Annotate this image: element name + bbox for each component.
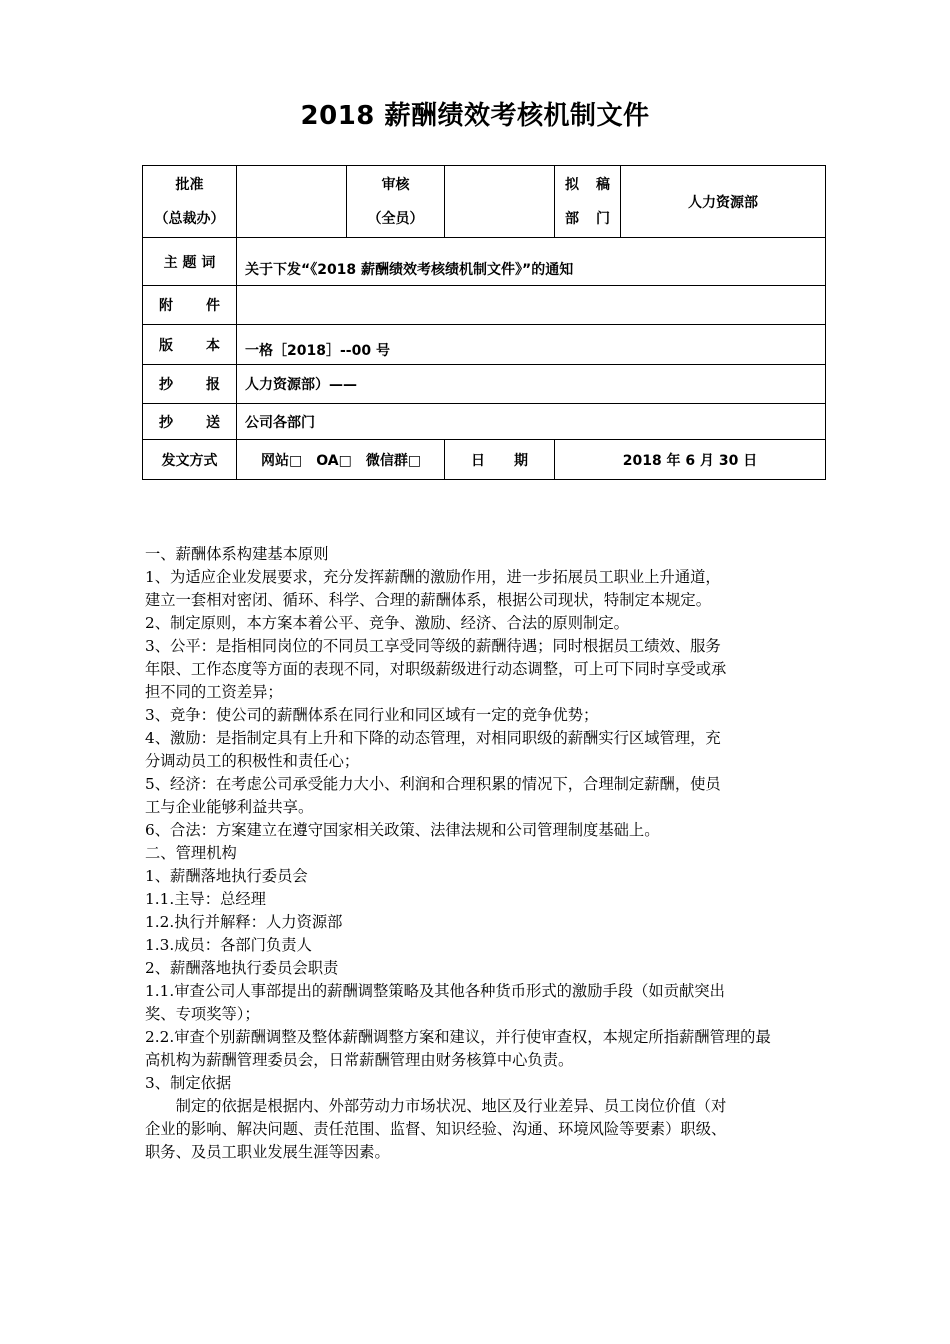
body-line: 3、竞争：使公司的薪酬体系在同行业和同区域有一定的竞争优势； <box>145 706 599 724</box>
cc-send-label <box>143 404 237 440</box>
method-value: 网站□ OA□ 微信群□ <box>237 440 445 480</box>
approve-label-line2: （总裁办） <box>154 210 225 227</box>
body-line: 1.2.执行并解释：人力资源部 <box>145 913 343 931</box>
cc-send-label-char2: 送 <box>206 414 220 431</box>
draft-label-char3: 部 <box>565 210 579 227</box>
body-line: 3、公平：是指相同岗位的不同员工享受同等级的薪酬待遇；同时根据员工绩效、服务 <box>145 637 721 655</box>
body-line: 2.2.审查个别薪酬调整及整体薪酬调整方案和建议，并行使审查权，本规定所指薪酬管理的最 <box>145 1028 771 1046</box>
cc-report-label <box>143 365 237 404</box>
review-label-line2: （全员） <box>367 210 424 227</box>
cc-report-label-char1: 抄 <box>159 377 173 393</box>
body-line: 担不同的工资差异； <box>145 683 283 701</box>
body-line: 3、制定依据 <box>145 1074 232 1092</box>
draft-dept-label <box>555 166 621 238</box>
date-value: 2018 年 6 月 30 日 <box>555 440 826 480</box>
body-line: 1.1.主导：总经理 <box>145 890 266 908</box>
body-line: 职务、及员工职业发展生涯等因素。 <box>145 1143 390 1161</box>
subject-row <box>143 238 826 286</box>
attachment-label <box>143 286 237 325</box>
body-line: 1.3.成员：各部门负责人 <box>145 936 312 954</box>
body-line: 6、合法：方案建立在遵守国家相关政策、法律法规和公司管理制度基础上。 <box>145 821 660 839</box>
body-line: 企业的影响、解决问题、责任范围、监督、知识经验、沟通、环境风险等要素）职级、 <box>145 1120 727 1138</box>
body-line: 年限、工作态度等方面的表现不同，对职级薪级进行动态调整，可上可下同时享受或承 <box>145 660 727 678</box>
method-label: 发文方式 <box>143 440 237 480</box>
version-value: 一格［2018］--00 号 <box>237 325 826 365</box>
body-line: 1.1.审查公司人事部提出的薪酬调整策略及其他各种货币形式的激励手段（如贡献突出 <box>145 982 725 1000</box>
cc-report-label-char2: 报 <box>206 377 220 393</box>
body-line: 1、为适应企业发展要求，充分发挥薪酬的激励作用，进一步拓展员工职业上升通道， <box>145 568 721 586</box>
approve-value <box>237 166 347 238</box>
review-label <box>347 166 445 238</box>
version-label <box>143 325 237 365</box>
body-line: 建立一套相对密闭、循环、科学、合理的薪酬体系，根据公司现状，特制定本规定。 <box>145 591 711 609</box>
body-line: 4、激励：是指制定具有上升和下降的动态管理，对相同职级的薪酬实行区域管理，充 <box>145 729 721 747</box>
version-label-char2: 本 <box>206 337 220 354</box>
approve-label-line1: 批准 <box>175 176 204 193</box>
version-row <box>143 325 826 365</box>
date-label <box>445 440 555 480</box>
version-label-char1: 版 <box>159 337 173 354</box>
body-line: 工与企业能够利益共享。 <box>145 798 314 816</box>
draft-label-char4: 门 <box>596 210 610 227</box>
attachment-label-char1: 附 <box>159 298 173 314</box>
review-label-line1: 审核 <box>381 176 410 193</box>
document-title: 2018 薪酬绩效考核机制文件 <box>300 101 650 131</box>
draft-label-char2: 稿 <box>596 176 610 193</box>
cc-report-row <box>143 365 826 404</box>
body-line: 5、经济：在考虑公司承受能力大小、利润和合理积累的情况下，合理制定薪酬，使员 <box>145 775 721 793</box>
date-label-char1: 日 <box>471 452 485 469</box>
draft-dept-value: 人力资源部 <box>621 166 826 238</box>
cc-report-value: 人力资源部）—— <box>237 365 826 404</box>
document-body <box>145 543 875 1164</box>
body-line: 2、制定原则，本方案本着公平、竞争、激励、经济、合法的原则制定。 <box>145 614 629 632</box>
draft-label-char1: 拟 <box>565 176 579 193</box>
body-line: 奖、专项奖等）； <box>145 1005 260 1023</box>
subject-value: 关于下发“《2018 薪酬绩效考核绩机制文件》”的通知 <box>237 238 826 286</box>
date-label-char2: 期 <box>514 452 528 469</box>
body-line: 2、薪酬落地执行委员会职责 <box>145 959 339 977</box>
approve-label <box>143 166 237 238</box>
document-header-table <box>142 165 826 480</box>
attachment-row <box>143 286 826 325</box>
approval-row <box>143 166 826 238</box>
subject-label: 主 题 词 <box>143 238 237 286</box>
review-value <box>445 166 555 238</box>
body-line: 一、薪酬体系构建基本原则 <box>145 545 329 563</box>
body-line: 高机构为薪酬管理委员会，日常薪酬管理由财务核算中心负责。 <box>145 1051 574 1069</box>
body-line: 制定的依据是根据内、外部劳动力市场状况、地区及行业差异、员工岗位价值（对 <box>145 1097 727 1115</box>
cc-send-value: 公司各部门 <box>237 404 826 440</box>
attachment-label-char2: 件 <box>206 298 220 314</box>
cc-send-label-char1: 抄 <box>159 414 173 431</box>
body-line: 二、管理机构 <box>145 844 237 862</box>
method-row <box>143 440 826 480</box>
attachment-value <box>237 286 826 325</box>
body-line: 1、薪酬落地执行委员会 <box>145 867 308 885</box>
body-line: 分调动员工的积极性和责任心； <box>145 752 360 770</box>
cc-send-row <box>143 404 826 440</box>
